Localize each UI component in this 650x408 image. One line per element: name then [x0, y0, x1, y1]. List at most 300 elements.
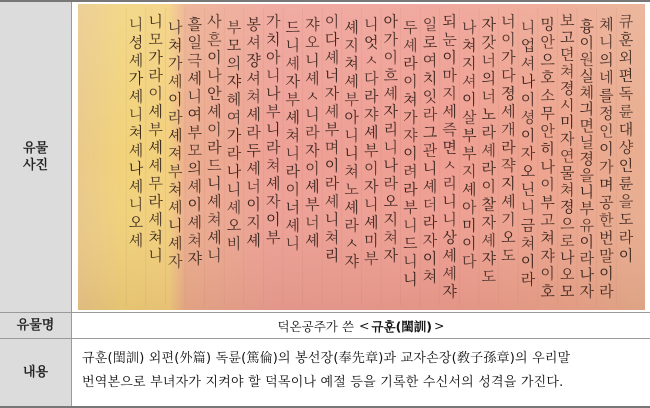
- manuscript-glyph: 가: [167, 54, 183, 73]
- manuscript-glyph: 쳐: [207, 210, 222, 229]
- manuscript-glyph: 가: [265, 12, 281, 31]
- manuscript-glyph: 쟈: [305, 15, 320, 34]
- content-cell: [72, 339, 650, 406]
- manuscript-glyph: 니: [442, 192, 457, 211]
- manuscript-glyph: 오: [501, 228, 516, 247]
- manuscript-glyph: 부: [579, 199, 595, 218]
- photo-cell: [72, 2, 650, 312]
- manuscript-glyph: 너: [481, 51, 497, 70]
- manuscript-glyph: 모: [226, 36, 242, 55]
- manuscript-glyph: 이: [246, 195, 261, 214]
- manuscript-glyph: 흉: [579, 17, 595, 36]
- name-label: 유물명: [0, 313, 72, 338]
- manuscript-glyph: 리: [324, 246, 340, 265]
- manuscript-glyph: 개: [501, 120, 516, 139]
- manuscript-glyph: 나: [540, 157, 555, 176]
- manuscript-glyph: 니: [363, 15, 379, 34]
- manuscript-glyph: 셰: [422, 177, 438, 196]
- manuscript-glyph: 라: [285, 162, 301, 181]
- manuscript-glyph: 셰: [167, 126, 183, 145]
- manuscript-glyph: 라: [148, 66, 163, 85]
- manuscript-glyph: 쳐: [540, 229, 555, 247]
- manuscript-glyph: 셰: [461, 180, 477, 199]
- manuscript-glyph: 이: [540, 264, 555, 283]
- manuscript-glyph: 셰: [187, 177, 203, 196]
- manuscript-glyph: ㅅ: [344, 234, 359, 253]
- manuscript-glyph: 나: [520, 72, 536, 91]
- manuscript-glyph: 지: [383, 210, 399, 229]
- manuscript-glyph: 니: [285, 144, 301, 163]
- manuscript-glyph: 인: [599, 122, 614, 141]
- manuscript-glyph: 니: [383, 138, 399, 157]
- manuscript-glyph: 고: [559, 28, 575, 47]
- manuscript-glyph: 라: [403, 180, 418, 199]
- manuscript-glyph: 노: [344, 180, 359, 199]
- manuscript-glyph: 유: [579, 216, 595, 235]
- manuscript-glyph: 히: [540, 139, 555, 158]
- manuscript-glyph: 셰: [187, 213, 203, 232]
- manuscript-glyph: 의: [599, 50, 614, 69]
- manuscript-glyph: 셰: [344, 72, 359, 91]
- manuscript-glyph: 니: [324, 210, 340, 229]
- manuscript-glyph: 이: [148, 84, 163, 103]
- manuscript-glyph: 라: [422, 105, 438, 124]
- manuscript-glyph: 이: [403, 144, 418, 163]
- manuscript-glyph: 라: [501, 138, 516, 157]
- manuscript-glyph: 마: [442, 66, 457, 85]
- manuscript-glyph: 의: [481, 69, 497, 88]
- content-line-1: 규훈(閨訓) 외편(外篇) 독륜(篤倫)의 봉선장(奉先章)과 교자손장(敎子孫章)의 우리말: [82, 351, 571, 366]
- manuscript-glyph: 도: [501, 246, 516, 265]
- manuscript-glyph: 니: [226, 180, 242, 199]
- manuscript-glyph: 부: [324, 120, 340, 139]
- manuscript-glyph: 셔: [246, 33, 261, 52]
- manuscript-glyph: 흐: [383, 66, 399, 85]
- manuscript-glyph: 업: [520, 36, 536, 55]
- manuscript-glyph: 셩: [128, 33, 144, 52]
- manuscript-glyph: 호: [540, 282, 555, 301]
- manuscript-glyph: 셰: [305, 231, 320, 250]
- manuscript-glyph: 비: [226, 234, 242, 253]
- manuscript-glyph: 소: [540, 86, 555, 105]
- manuscript-glyph: 지: [246, 213, 261, 232]
- manuscript-glyph: 셰: [167, 198, 183, 217]
- manuscript-glyph: 그: [422, 123, 438, 142]
- manuscript-glyph: 부: [403, 198, 418, 217]
- manuscript-glyph: 니: [520, 198, 536, 217]
- manuscript-glyph: 도: [618, 210, 634, 229]
- manuscript-glyph: 라: [167, 108, 183, 127]
- manuscript-glyph: 셰: [403, 36, 418, 55]
- manuscript-glyph: 니: [128, 105, 144, 124]
- manuscript-glyph: 오: [559, 265, 575, 284]
- manuscript-glyph: 되: [442, 12, 457, 31]
- manuscript-glyph: 셰: [324, 192, 340, 211]
- manuscript-glyph: 나: [461, 18, 477, 37]
- manuscript-glyph: 나: [128, 159, 144, 178]
- manuscript-glyph: 셰: [207, 192, 222, 211]
- artifact-name-close: >: [434, 318, 445, 333]
- manuscript-glyph: 자: [422, 231, 438, 250]
- manuscript-glyph: 외: [618, 48, 634, 67]
- manuscript-glyph: 쳬: [579, 83, 595, 102]
- manuscript-glyph: 라: [481, 123, 497, 142]
- manuscript-glyph: 오: [520, 162, 536, 181]
- manuscript-glyph: 니: [363, 195, 379, 214]
- manuscript-glyph: 이: [599, 139, 614, 158]
- manuscript-glyph: 엇: [363, 33, 379, 52]
- manuscript-glyph: 자: [324, 84, 340, 103]
- manuscript-glyph: 부: [187, 123, 203, 142]
- manuscript-glyph: 셔: [246, 69, 261, 88]
- manuscript-glyph: 면: [442, 138, 457, 157]
- manuscript-glyph: 나: [559, 248, 575, 267]
- manuscript-glyph: 니: [187, 87, 203, 106]
- manuscript-glyph: 니: [599, 33, 614, 52]
- manuscript-glyph: 셰: [481, 231, 497, 250]
- manuscript-glyph: 이: [481, 177, 497, 196]
- manuscript-glyph: 쟉: [501, 156, 516, 175]
- manuscript-glyph: 니: [285, 234, 301, 253]
- manuscript-glyph: 너: [501, 12, 516, 31]
- manuscript-glyph: 아: [383, 12, 399, 31]
- manuscript-glyph: 네: [599, 68, 614, 87]
- manuscript-glyph: 쳐: [265, 156, 281, 175]
- manuscript-glyph: 다: [501, 66, 516, 85]
- manuscript-glyph: 셰: [383, 84, 399, 103]
- manuscript-glyph: 부: [344, 90, 359, 109]
- manuscript-glyph: 면: [579, 116, 595, 135]
- manuscript-glyph: 세: [501, 102, 516, 121]
- manuscript-glyph: 셰: [246, 159, 261, 178]
- manuscript-glyph: 가: [403, 108, 418, 127]
- manuscript-glyph: 이: [520, 126, 536, 145]
- manuscript-glyph: 라: [599, 282, 614, 301]
- manuscript-glyph: 쳐: [148, 228, 163, 247]
- manuscript-glyph: 부: [461, 144, 477, 163]
- manuscript-glyph: 져: [167, 144, 183, 163]
- manuscript-glyph: 셰: [344, 198, 359, 217]
- manuscript-glyph: 니: [167, 216, 183, 235]
- name-row: [0, 312, 650, 338]
- artifact-name-title: 규훈(閨訓): [371, 318, 432, 334]
- manuscript-glyph: 나: [383, 156, 399, 175]
- manuscript-glyph: 자: [363, 177, 379, 196]
- manuscript-glyph: 라: [226, 144, 242, 163]
- manuscript-glyph: 닐: [579, 133, 595, 152]
- manuscript-glyph: 세: [442, 102, 457, 121]
- manuscript-glyph: 려: [403, 162, 418, 181]
- manuscript-glyph: 다: [363, 69, 379, 88]
- manuscript-glyph: 이: [599, 264, 614, 283]
- manuscript-glyph: 더: [422, 195, 438, 214]
- manuscript-glyph: 쳐: [461, 36, 477, 55]
- manuscript-glyph: 쟈: [540, 246, 555, 265]
- manuscript-glyph: 이: [363, 159, 379, 178]
- manuscript-glyph: 니: [148, 246, 163, 265]
- manuscript-glyph: 쟈: [187, 249, 203, 268]
- manuscript-glyph: 인: [618, 156, 634, 175]
- manuscript-glyph: 쟈: [481, 249, 497, 268]
- manuscript-glyph: 자: [559, 130, 575, 149]
- manuscript-glyph: 살: [461, 108, 477, 127]
- manuscript-glyph: 가: [599, 157, 614, 176]
- manuscript-glyph: 드: [403, 234, 418, 253]
- manuscript-glyph: 이: [305, 159, 320, 178]
- manuscript-glyph: 셰: [128, 51, 144, 70]
- manuscript-glyph: 봉: [246, 15, 261, 34]
- manuscript-glyph: 사: [207, 12, 222, 31]
- manuscript-glyph: 가: [148, 48, 163, 67]
- manuscript-glyph: 의: [187, 159, 203, 178]
- manuscript-glyph: 오: [226, 216, 242, 235]
- manuscript-glyph: 라: [148, 192, 163, 211]
- manuscript-glyph: 부: [285, 90, 301, 109]
- manuscript-glyph: 니: [520, 18, 536, 37]
- manuscript-glyph: 라: [520, 270, 536, 289]
- manuscript-glyph: 호: [540, 68, 555, 87]
- manuscript-glyph: 으: [559, 214, 575, 233]
- manuscript-glyph: 이: [442, 48, 457, 67]
- manuscript-glyph: 미: [461, 216, 477, 235]
- manuscript-glyph: 셰: [148, 102, 163, 121]
- manuscript-glyph: 지: [442, 84, 457, 103]
- manuscript-glyph: 쳐: [246, 87, 261, 106]
- manuscript-glyph: 며: [599, 175, 614, 194]
- manuscript-glyph: 쟈: [363, 105, 379, 124]
- manuscript-glyph: 졍: [501, 84, 516, 103]
- manuscript-glyph: 라: [324, 174, 340, 193]
- manuscript-glyph: 니: [403, 270, 418, 289]
- manuscript-glyph: 헤: [226, 90, 242, 109]
- manuscript-glyph: 니: [579, 183, 595, 202]
- manuscript-glyph: 너: [481, 87, 497, 106]
- manuscript-glyph: 셰: [481, 141, 497, 160]
- manuscript-glyph: 부: [363, 141, 379, 160]
- manuscript-glyph: 기: [501, 210, 516, 229]
- manuscript-glyph: 이: [167, 90, 183, 109]
- manuscript-glyph: 의: [226, 54, 242, 73]
- manuscript-glyph: 아: [265, 48, 281, 67]
- manuscript-glyph: 나: [167, 18, 183, 37]
- manuscript-glyph: 쳐: [383, 228, 399, 247]
- manuscript-glyph: 치: [265, 30, 281, 49]
- manuscript-glyph: 쟈: [403, 126, 418, 145]
- manuscript-glyph: 셰: [128, 231, 144, 250]
- manuscript-glyph: 쳐: [167, 36, 183, 55]
- manuscript-glyph: 여: [226, 108, 242, 127]
- manuscript-glyph: 륜: [618, 102, 634, 121]
- manuscript-glyph: 나: [265, 84, 281, 103]
- manuscript-glyph: 셰: [324, 48, 340, 67]
- manuscript-glyph: 니: [128, 15, 144, 34]
- manuscript-glyph: 라: [207, 138, 222, 157]
- manuscript-glyph: 한: [599, 211, 614, 230]
- manuscript-glyph: 셰: [285, 54, 301, 73]
- manuscript-glyph: 자: [383, 102, 399, 121]
- manuscript-glyph: 니: [403, 252, 418, 271]
- manuscript-glyph: 셰: [324, 102, 340, 121]
- manuscript-glyph: 지: [461, 162, 477, 181]
- manuscript-glyph: 라: [305, 123, 320, 142]
- manuscript-glyph: 금: [520, 216, 536, 235]
- manuscript-glyph: 이: [403, 72, 418, 91]
- manuscript-photo: [78, 4, 645, 310]
- manuscript-glyph: 쳐: [422, 267, 438, 286]
- manuscript-glyph: 자: [481, 213, 497, 232]
- manuscript-glyph: 갓: [481, 33, 497, 52]
- manuscript-glyph: 부: [305, 195, 320, 214]
- manuscript-glyph: 쟈: [442, 282, 457, 301]
- manuscript-glyph: 로: [422, 33, 438, 52]
- manuscript-glyph: 부: [540, 193, 555, 212]
- manuscript-glyph: 이: [187, 195, 203, 214]
- manuscript-glyph: 셔: [461, 72, 477, 91]
- manuscript-glyph: 라: [246, 123, 261, 142]
- manuscript-glyph: 쟝: [246, 51, 261, 70]
- manuscript-glyph: 셰: [285, 108, 301, 127]
- manuscript-glyph: 부: [461, 126, 477, 145]
- manuscript-glyph: 니: [128, 195, 144, 214]
- manuscript-glyph: 지: [344, 36, 359, 55]
- manuscript-glyph: 흔: [207, 30, 222, 49]
- manuscript-glyph: 이: [618, 246, 634, 265]
- manuscript-glyph: 셰: [207, 228, 222, 247]
- manuscript-glyph: 라: [422, 213, 438, 232]
- manuscript-glyph: 부: [148, 120, 163, 139]
- manuscript-glyph: 가: [128, 69, 144, 88]
- manuscript-glyph: 찰: [481, 195, 497, 214]
- manuscript-glyph: 셰: [187, 69, 203, 88]
- photo-label-line1: 유물: [22, 141, 49, 156]
- manuscript-glyph: 아: [461, 198, 477, 217]
- manuscript-glyph: 대: [618, 120, 634, 139]
- manuscript-glyph: 셰: [265, 174, 281, 193]
- manuscript-glyph: 안: [207, 84, 222, 103]
- manuscript-glyph: 이: [461, 90, 477, 109]
- manuscript-glyph: 니: [403, 216, 418, 235]
- manuscript-glyph: 번: [599, 229, 614, 247]
- manuscript-glyph: 자: [579, 282, 595, 301]
- manuscript-glyph: 쳐: [344, 54, 359, 73]
- manuscript-glyph: 다: [461, 252, 477, 271]
- manuscript-glyph: 여: [187, 105, 203, 124]
- manuscript-glyph: 라: [403, 54, 418, 73]
- manuscript-glyph: 노: [481, 105, 497, 124]
- manuscript-glyph: 가: [501, 48, 516, 67]
- manuscript-glyph: 무: [148, 174, 163, 193]
- manuscript-glyph: 너: [324, 66, 340, 85]
- manuscript-glyph: 이: [501, 30, 516, 49]
- manuscript-glyph: 셰: [246, 105, 261, 124]
- manuscript-glyph: 셰: [442, 264, 457, 283]
- manuscript-glyph: 안: [540, 33, 555, 52]
- manuscript-glyph: 나: [226, 162, 242, 181]
- manuscript-glyph: 보: [559, 11, 575, 30]
- manuscript-glyph: 편: [618, 66, 634, 85]
- manuscript-glyph: 며: [324, 138, 340, 157]
- manuscript-glyph: 부: [167, 162, 183, 181]
- manuscript-glyph: 니: [344, 144, 359, 163]
- manuscript-glyph: 셰: [167, 72, 183, 91]
- manuscript-glyph: 이: [540, 175, 555, 194]
- photo-label: [0, 2, 72, 312]
- manuscript-glyph: 쳐: [559, 180, 575, 199]
- manuscript-glyph: 정: [599, 104, 614, 123]
- manuscript-glyph: 긔: [579, 100, 595, 119]
- manuscript-glyph: 안: [540, 122, 555, 141]
- manuscript-glyph: 셰: [226, 198, 242, 217]
- manuscript-glyph: 닌: [520, 180, 536, 199]
- manuscript-glyph: 셰: [167, 234, 183, 253]
- manuscript-glyph: 훈: [618, 30, 634, 49]
- manuscript-glyph: 오: [383, 192, 399, 211]
- manuscript-glyph: 미: [363, 231, 379, 250]
- manuscript-glyph: 원: [579, 50, 595, 69]
- manuscript-glyph: 자: [285, 72, 301, 91]
- manuscript-glyph: 이: [324, 156, 340, 175]
- manuscript-glyph: 이: [520, 252, 536, 271]
- manuscript-glyph: 너: [285, 198, 301, 217]
- manuscript-glyph: 부: [265, 102, 281, 121]
- manuscript-glyph: 리: [383, 120, 399, 139]
- manuscript-glyph: 물: [559, 164, 575, 183]
- manuscript-glyph: 이: [579, 33, 595, 52]
- manuscript-glyph: 너: [246, 177, 261, 196]
- manuscript-glyph: 극: [187, 51, 203, 70]
- manuscript-glyph: 라: [363, 87, 379, 106]
- manuscript-glyph: 일: [422, 15, 438, 34]
- manuscript-glyph: 니: [305, 51, 320, 70]
- manuscript-glyph: ㅅ: [305, 87, 320, 106]
- manuscript-glyph: 드: [207, 156, 222, 175]
- manuscript-glyph: 뎐: [559, 45, 575, 64]
- manuscript-glyph: 이: [461, 234, 477, 253]
- manuscript-glyph: 일: [187, 33, 203, 52]
- manuscript-glyph: ㅅ: [442, 156, 457, 175]
- manuscript-glyph: 상: [442, 228, 457, 247]
- manuscript-glyph: 연: [559, 147, 575, 166]
- manuscript-glyph: 셰: [128, 177, 144, 196]
- manuscript-glyph: 쳐: [403, 90, 418, 109]
- manuscript-glyph: 니: [305, 105, 320, 124]
- content-row: [0, 338, 650, 408]
- manuscript-glyph: 가: [383, 30, 399, 49]
- manuscript-glyph: 니: [285, 36, 301, 55]
- manuscript-glyph: 모: [187, 141, 203, 160]
- manuscript-glyph: 을: [618, 192, 634, 211]
- manuscript-glyph: 쳐: [324, 228, 340, 247]
- manuscript-glyph: 흘: [187, 15, 203, 34]
- manuscript-glyph: 라: [579, 249, 595, 268]
- manuscript-glyph: 말: [599, 246, 614, 265]
- manuscript-glyph: 졍: [559, 79, 575, 98]
- manuscript-glyph: 셰: [207, 102, 222, 121]
- content-line-2: 번역본으로 부녀자가 지켜야 할 덕목이나 예절 등을 기록한 수신서의 성격을 가진다.: [82, 375, 564, 390]
- photo-label-line2: 사진: [22, 158, 49, 173]
- manuscript-glyph: 셩: [520, 108, 536, 127]
- manuscript-glyph: 부: [265, 228, 281, 247]
- manuscript-glyph: 실: [579, 67, 595, 86]
- manuscript-glyph: 륜: [618, 174, 634, 193]
- manuscript-glyph: 니: [442, 210, 457, 229]
- manuscript-glyph: 드: [285, 18, 301, 37]
- manuscript-glyph: 즉: [442, 120, 457, 139]
- manuscript-glyph: 졍: [559, 197, 575, 216]
- manuscript-glyph: 밍: [540, 15, 555, 34]
- manuscript-glyph: 이: [520, 90, 536, 109]
- manuscript-glyph: 니: [344, 126, 359, 145]
